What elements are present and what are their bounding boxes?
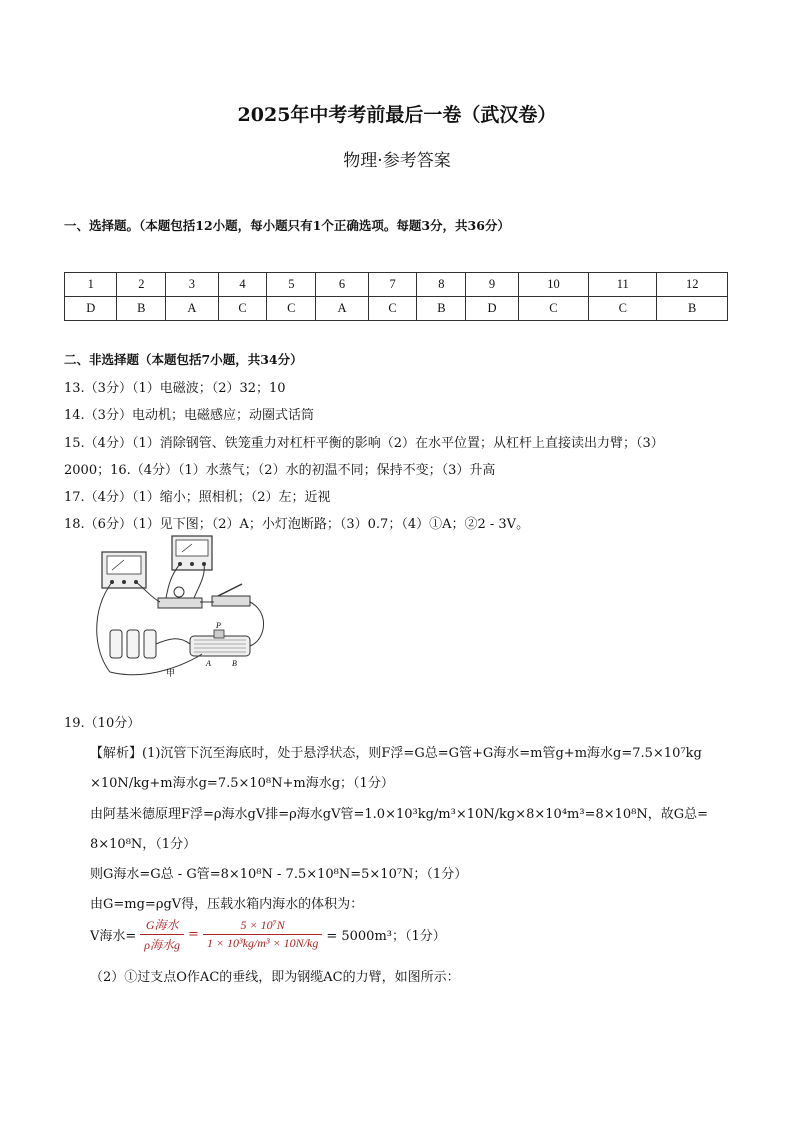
lamp-icon <box>158 587 202 608</box>
table-cell: D <box>466 297 518 321</box>
table-cell: 9 <box>466 273 518 297</box>
figure-label-p: P <box>216 621 221 630</box>
table-row-answers <box>65 297 728 321</box>
answer-q15-line2: 2000；16.（4分）（1）水蒸气；（2）水的初温不同；保持不变；（3）升高 <box>64 463 496 478</box>
table-cell: C <box>589 297 657 321</box>
answer-q19-formula <box>90 916 446 953</box>
formula-fraction-2 <box>203 918 322 951</box>
table-cell: C <box>218 297 267 321</box>
table-row-numbers <box>65 273 728 297</box>
voltmeter-icon <box>172 536 212 570</box>
table-cell: 8 <box>417 273 466 297</box>
switch-icon <box>212 584 250 606</box>
table-cell: D <box>65 297 117 321</box>
answer-q19-line8: （2）①过支点O作AC的垂线，即为钢缆AC的力臂，如图所示： <box>90 970 460 985</box>
table-cell: A <box>316 297 368 321</box>
table-cell: 3 <box>166 273 218 297</box>
formula-lhs: V海水= <box>90 929 137 944</box>
table-cell: C <box>518 297 589 321</box>
formula-rhs: = 5000m³；（1分） <box>326 929 446 944</box>
answer-q19-line5: 则G海水=G总 - G管=8×10⁸N - 7.5×10⁸N=5×10⁷N；（1分） <box>90 867 468 882</box>
answer-q19-line1: 【解析】(1)沉管下沉至海底时，处于悬浮状态，则F浮=G总=G管+G海水=m管g+m海水g=7.5×10⁷kg <box>90 746 702 761</box>
circuit-figure <box>90 532 280 682</box>
page-subtitle: 物理·参考答案 <box>343 151 451 171</box>
answer-q19-line3: 由阿基米德原理F浮=ρ海水gV排=ρ海水gV管=1.0×10³kg/m³×10N/kg×8×10⁴m³=8×10⁸N，故G总= <box>90 807 709 822</box>
ammeter-icon <box>102 552 146 588</box>
table-cell: 6 <box>316 273 368 297</box>
table-cell: B <box>657 297 728 321</box>
fraction-numerator: G海水 <box>140 916 184 935</box>
fraction-denominator: ρ海水g <box>144 938 181 952</box>
rheostat-icon <box>190 630 250 656</box>
answer-q19-line2: ×10N/kg+m海水g=7.5×10⁸N+m海水g；（1分） <box>90 776 394 791</box>
answer-q13: 13.（3分）（1）电磁波；（2）32；10 <box>64 381 286 396</box>
table-cell: 5 <box>267 273 316 297</box>
table-cell: 7 <box>368 273 417 297</box>
fraction-denominator: 1 × 10³kg/m³ × 10N/kg <box>206 936 319 950</box>
answer-q17: 17.（4分）（1）缩小；照相机；（2）左；近视 <box>64 490 331 505</box>
answer-q14: 14.（3分）电动机；电磁感应；动圈式话筒 <box>64 408 314 423</box>
figure-label-jia: 甲 <box>166 669 176 679</box>
figure-label-a: A <box>206 659 211 668</box>
table-cell: 10 <box>518 273 589 297</box>
section2-heading: 二、非选择题（本题包括7小题，共34分） <box>64 352 303 367</box>
table-cell: A <box>166 297 218 321</box>
formula-equals: = <box>188 927 199 942</box>
table-cell: C <box>267 297 316 321</box>
table-cell: 12 <box>657 273 728 297</box>
table-cell: 11 <box>589 273 657 297</box>
battery-icon <box>110 630 156 658</box>
answer-q19-head: 19.（10分） <box>64 716 141 731</box>
answer-q15-line1: 15.（4分）（1）消除钢管、铁笼重力对杠杆平衡的影响（2）在水平位置；从杠杆上直接读出力臂；（3） <box>64 436 664 451</box>
section1-heading: 一、选择题。（本题包括12小题，每小题只有1个正确选项。每题3分，共36分） <box>64 218 510 233</box>
answer-q19-line4: 8×10⁸N，（1分） <box>90 837 197 852</box>
answer-table <box>64 272 728 321</box>
answer-q19-line6: 由G=mg=ρgV得，压载水箱内海水的体积为： <box>90 897 364 912</box>
table-cell: B <box>417 297 466 321</box>
table-cell: B <box>117 297 166 321</box>
answer-q18: 18.（6分）（1）见下图；（2）A；小灯泡断路；（3）0.7；（4）①A；②2 - 3V。 <box>64 517 530 532</box>
fraction-numerator: 5 × 10⁷N <box>203 918 322 935</box>
table-cell: C <box>368 297 417 321</box>
table-cell: 4 <box>218 273 267 297</box>
figure-label-b: B <box>232 659 237 668</box>
table-cell: 1 <box>65 273 117 297</box>
page-title: 2025年中考考前最后一卷（武汉卷） <box>237 104 557 126</box>
formula-fraction-1 <box>140 916 184 953</box>
table-cell: 2 <box>117 273 166 297</box>
